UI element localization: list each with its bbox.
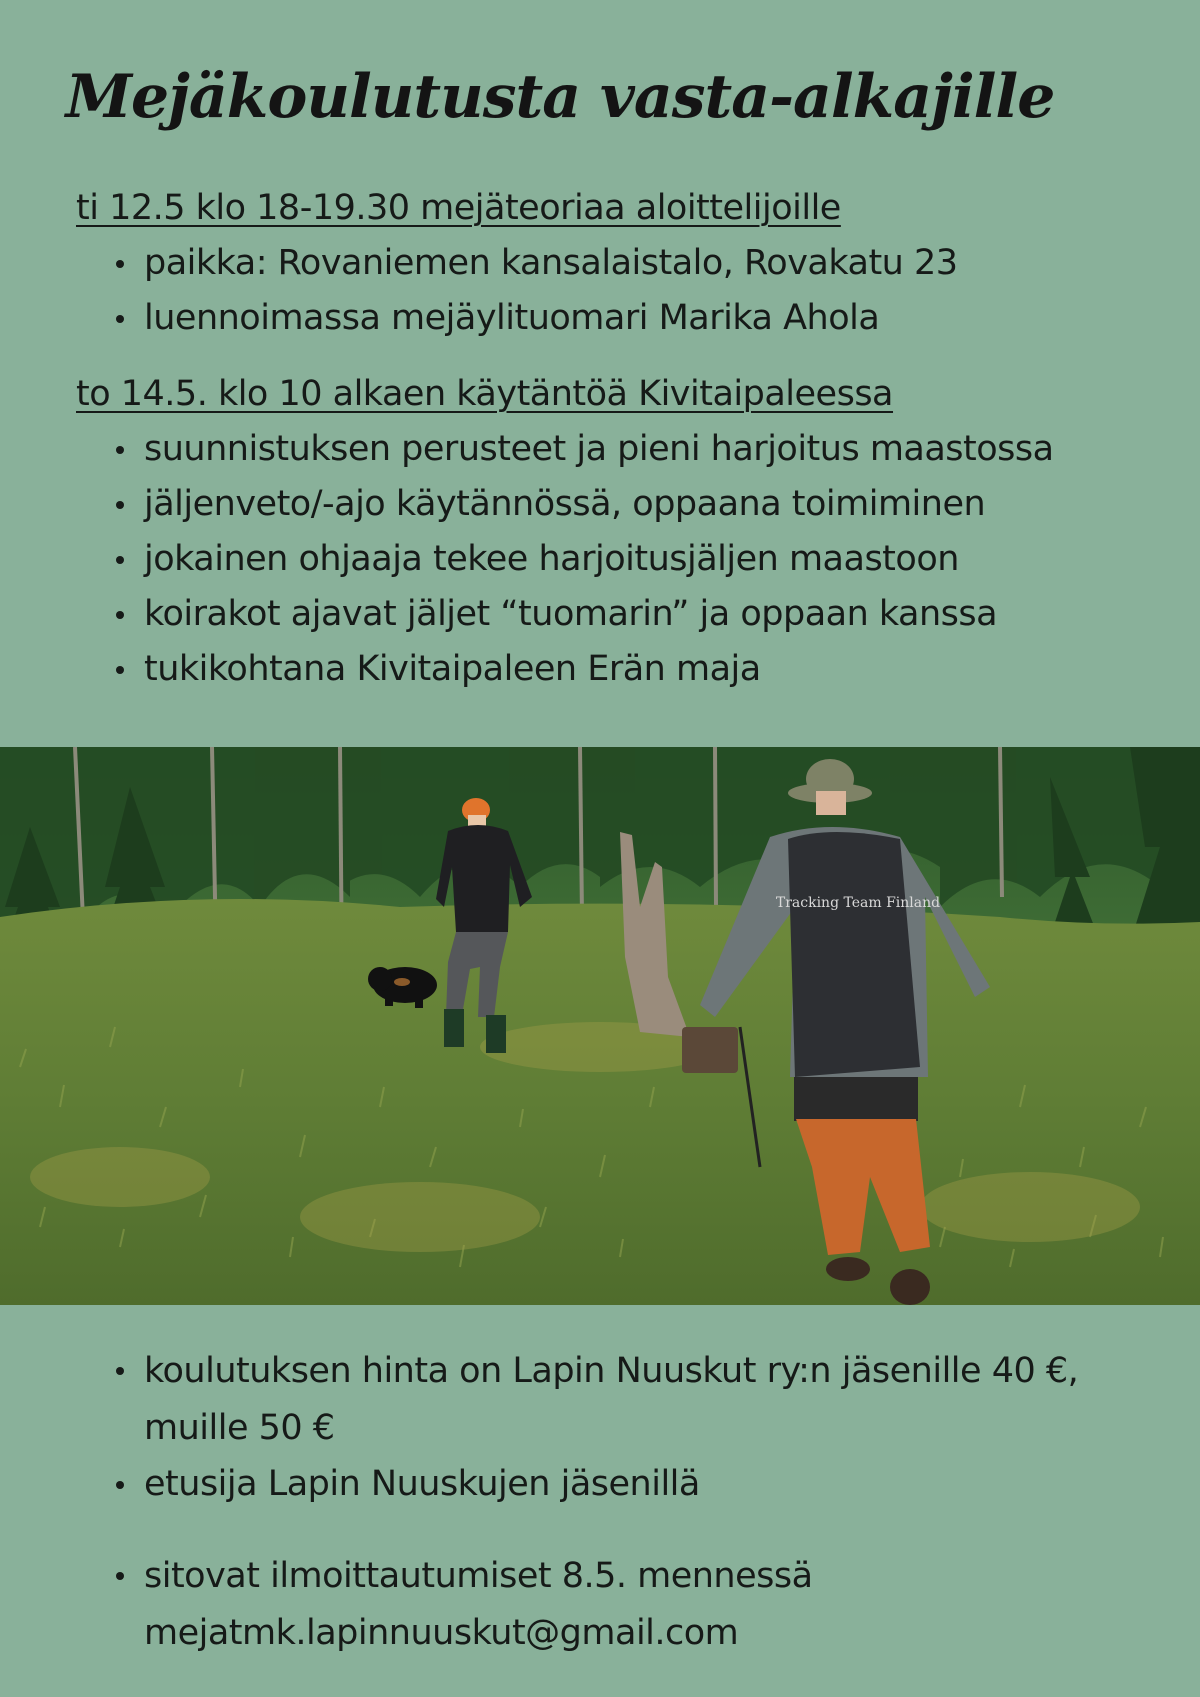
practice-session-list [76,422,1176,697]
practice-session-heading: to 14.5. klo 10 alkaen käytäntöä Kivitaipaleessa [76,374,894,414]
bullet-icon [116,260,124,268]
practical-info [76,1343,1176,1662]
bullet-icon [116,501,124,509]
vest-print: Tracking Team Finland [775,895,941,911]
bullet-icon [116,1367,124,1375]
list-item: sitovat ilmoittautumiset 8.5. mennessä mejatmk.lapinnuuskut@gmail.com [116,1548,884,1662]
list-item: tukikohtana Kivitaipaleen Erän maja [116,642,1176,697]
forest-photo [0,747,1200,1305]
forest-scene-illustration [0,747,1200,1305]
bullet-icon [116,315,124,323]
bullet-icon [116,666,124,674]
list-item: luennoimassa mejäylituomari Marika Ahola [116,291,1176,346]
list-item: koulutuksen hinta on Lapin Nuuskut ry:n jäsenille 40 €, muille 50 € [116,1343,1144,1457]
theory-session [76,188,1176,346]
bullet-icon [116,611,124,619]
list-item: paikka: Rovaniemen kansalaistalo, Rovakatu 23 [116,236,1176,291]
theory-session-list [76,236,1176,346]
list-item: koirakot ajavat jäljet “tuomarin” ja oppaan kanssa [116,587,1176,642]
list-item: suunnistuksen perusteet ja pieni harjoitus maastossa [116,422,1176,477]
practical-info-list [76,1343,1176,1662]
theory-session-heading: ti 12.5 klo 18-19.30 mejäteoriaa aloittelijoille [76,188,841,228]
poster-title: Mejäkoulutusta vasta-alkajille [65,62,1055,132]
bullet-icon [116,556,124,564]
bullet-icon [116,1572,124,1580]
bullet-icon [116,446,124,454]
list-item: jäljenveto/-ajo käytännössä, oppaana toimiminen [116,477,1176,532]
practice-session [76,374,1176,697]
list-item: etusija Lapin Nuuskujen jäsenillä [116,1457,1176,1512]
bullet-icon [116,1481,124,1489]
list-item: jokainen ohjaaja tekee harjoitusjäljen maastoon [116,532,1176,587]
